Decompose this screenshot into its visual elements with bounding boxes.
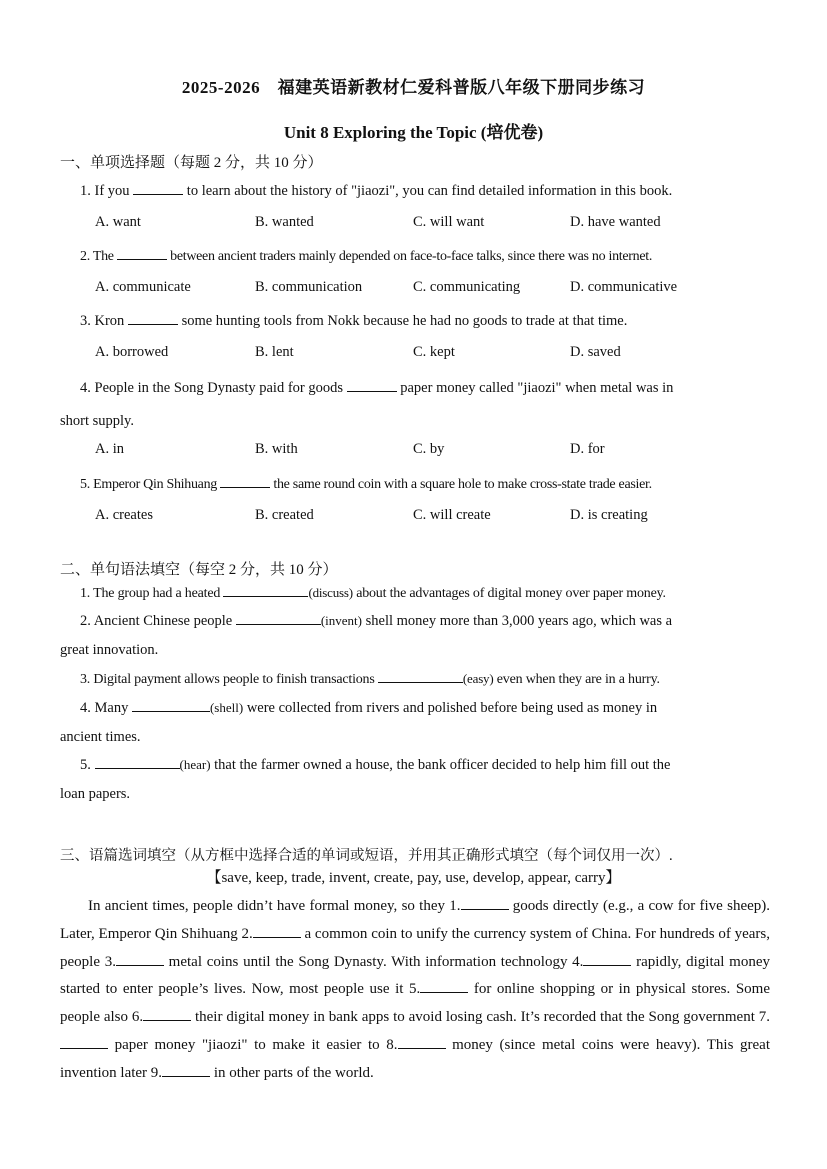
unit-subtitle: Unit 8 Exploring the Topic (培优卷) — [283, 123, 544, 142]
answer-blank[interactable] — [347, 378, 397, 392]
answer-blank[interactable] — [95, 755, 180, 769]
option-a[interactable]: A. in — [95, 441, 124, 457]
option-c[interactable]: C. will create — [413, 507, 491, 523]
option-d[interactable]: D. saved — [570, 344, 621, 360]
option-b[interactable]: B. wanted — [255, 214, 314, 230]
mc-options-1 — [95, 214, 775, 234]
section1-heading: 一、单项选择题（每题 2 分，共 10 分） — [60, 155, 323, 171]
option-a[interactable]: A. communicate — [95, 279, 191, 295]
passage-blank-9[interactable] — [162, 1063, 210, 1077]
option-a[interactable]: A. creates — [95, 507, 153, 523]
mc-options-2 — [95, 279, 775, 299]
answer-blank[interactable] — [220, 474, 270, 488]
worksheet-title: 2025-2026 福建英语新教材仁爱科普版八年级下册同步练习 — [181, 78, 646, 97]
answer-blank[interactable] — [132, 698, 210, 712]
passage-blank-3[interactable] — [116, 952, 164, 966]
option-d[interactable]: D. for — [570, 441, 605, 457]
passage-blank-5[interactable] — [420, 979, 468, 993]
option-c[interactable]: C. kept — [413, 344, 455, 360]
answer-blank[interactable] — [378, 669, 463, 683]
mc-question-1: 1. If you to learn about the history of "jiaozi", you can find detailed information in this book. — [80, 183, 673, 199]
option-d[interactable]: D. is creating — [570, 507, 648, 523]
answer-blank[interactable] — [117, 246, 167, 260]
answer-blank[interactable] — [133, 181, 183, 195]
word-box: 【save, keep, trade, invent, create, pay, use, develop, appear, carry】 — [206, 870, 621, 886]
passage-blank-8[interactable] — [398, 1035, 446, 1049]
mc-question-2: 2. The between ancient traders mainly depended on face-to-face talks, since there was no internet. — [60, 242, 772, 271]
mc-options-3 — [95, 344, 775, 364]
grammar-item-3: 3. Digital payment allows people to finish transactions (easy) even when they are in a hurry. — [80, 671, 660, 687]
option-b[interactable]: B. with — [255, 441, 298, 457]
passage-blank-1[interactable] — [461, 896, 509, 910]
grammar-item-5: 5. (hear) that the farmer owned a house, the bank officer decided to help him fill out the loan papers. — [60, 757, 671, 802]
mc-question-3: 3. Kron some hunting tools from Nokk because he had no goods to trade at that time. — [80, 313, 628, 329]
grammar-item-1: 1. The group had a heated (discuss) about the advantages of digital money over paper money. — [80, 585, 666, 601]
mc-question-4: 4. People in the Song Dynasty paid for goods paper money called "jiaozi" when metal was in short supply. — [60, 380, 674, 429]
passage-blank-7[interactable] — [60, 1035, 108, 1049]
option-d[interactable]: D. have wanted — [570, 214, 661, 230]
section2-heading: 二、单句语法填空（每空 2 分，共 10 分） — [60, 562, 338, 578]
cloze-passage: In ancient times, people didn’t have formal money, so they 1. goods directly (e.g., a cow for five sheep). Later, Emperor Qin Shihuang 2. a common coin to unify the currency system of China. For hundreds of years, people 3. metal coins until the Song Dynasty. With information technology 4. rapidly, digital money started to enter people’s lives. Now, most people use it 5. for online shopping or in physical stores. Some people also 6. their digital money in bank apps to avoid losing cash. It’s recorded that the Song government 7. paper money "jiaozi" to make it easier to 8. money (since metal coins were heavy). This great invention later 9. in other parts of the world. — [60, 898, 771, 1081]
grammar-item-4: 4. Many (shell) were collected from rivers and polished before being used as money in ancient times. — [60, 700, 658, 745]
mc-options-4 — [95, 441, 775, 461]
option-c[interactable]: C. will want — [413, 214, 485, 230]
option-a[interactable]: A. want — [95, 214, 141, 230]
answer-blank[interactable] — [236, 611, 321, 625]
option-b[interactable]: B. communication — [255, 279, 363, 295]
option-b[interactable]: B. lent — [255, 344, 294, 360]
answer-blank[interactable] — [128, 311, 178, 325]
mc-options-5 — [95, 507, 775, 527]
option-c[interactable]: C. by — [413, 441, 445, 457]
mc-question-5: 5. Emperor Qin Shihuang the same round coin with a square hole to make cross-state trade easier. — [60, 470, 772, 499]
answer-blank[interactable] — [223, 583, 308, 597]
option-c[interactable]: C. communicating — [413, 279, 521, 295]
passage-blank-6[interactable] — [143, 1007, 191, 1021]
passage-blank-4[interactable] — [583, 952, 631, 966]
option-d[interactable]: D. communicative — [570, 279, 678, 295]
option-b[interactable]: B. created — [255, 507, 314, 523]
grammar-item-2: 2. Ancient Chinese people (invent) shell money more than 3,000 years ago, which was a great innovation. — [60, 613, 673, 658]
passage-blank-2[interactable] — [253, 924, 301, 938]
section3-heading: 三、语篇选词填空（从方框中选择合适的单词或短语，并用其正确形式填空（每个词仅用一次）. — [60, 848, 673, 864]
option-a[interactable]: A. borrowed — [95, 344, 169, 360]
